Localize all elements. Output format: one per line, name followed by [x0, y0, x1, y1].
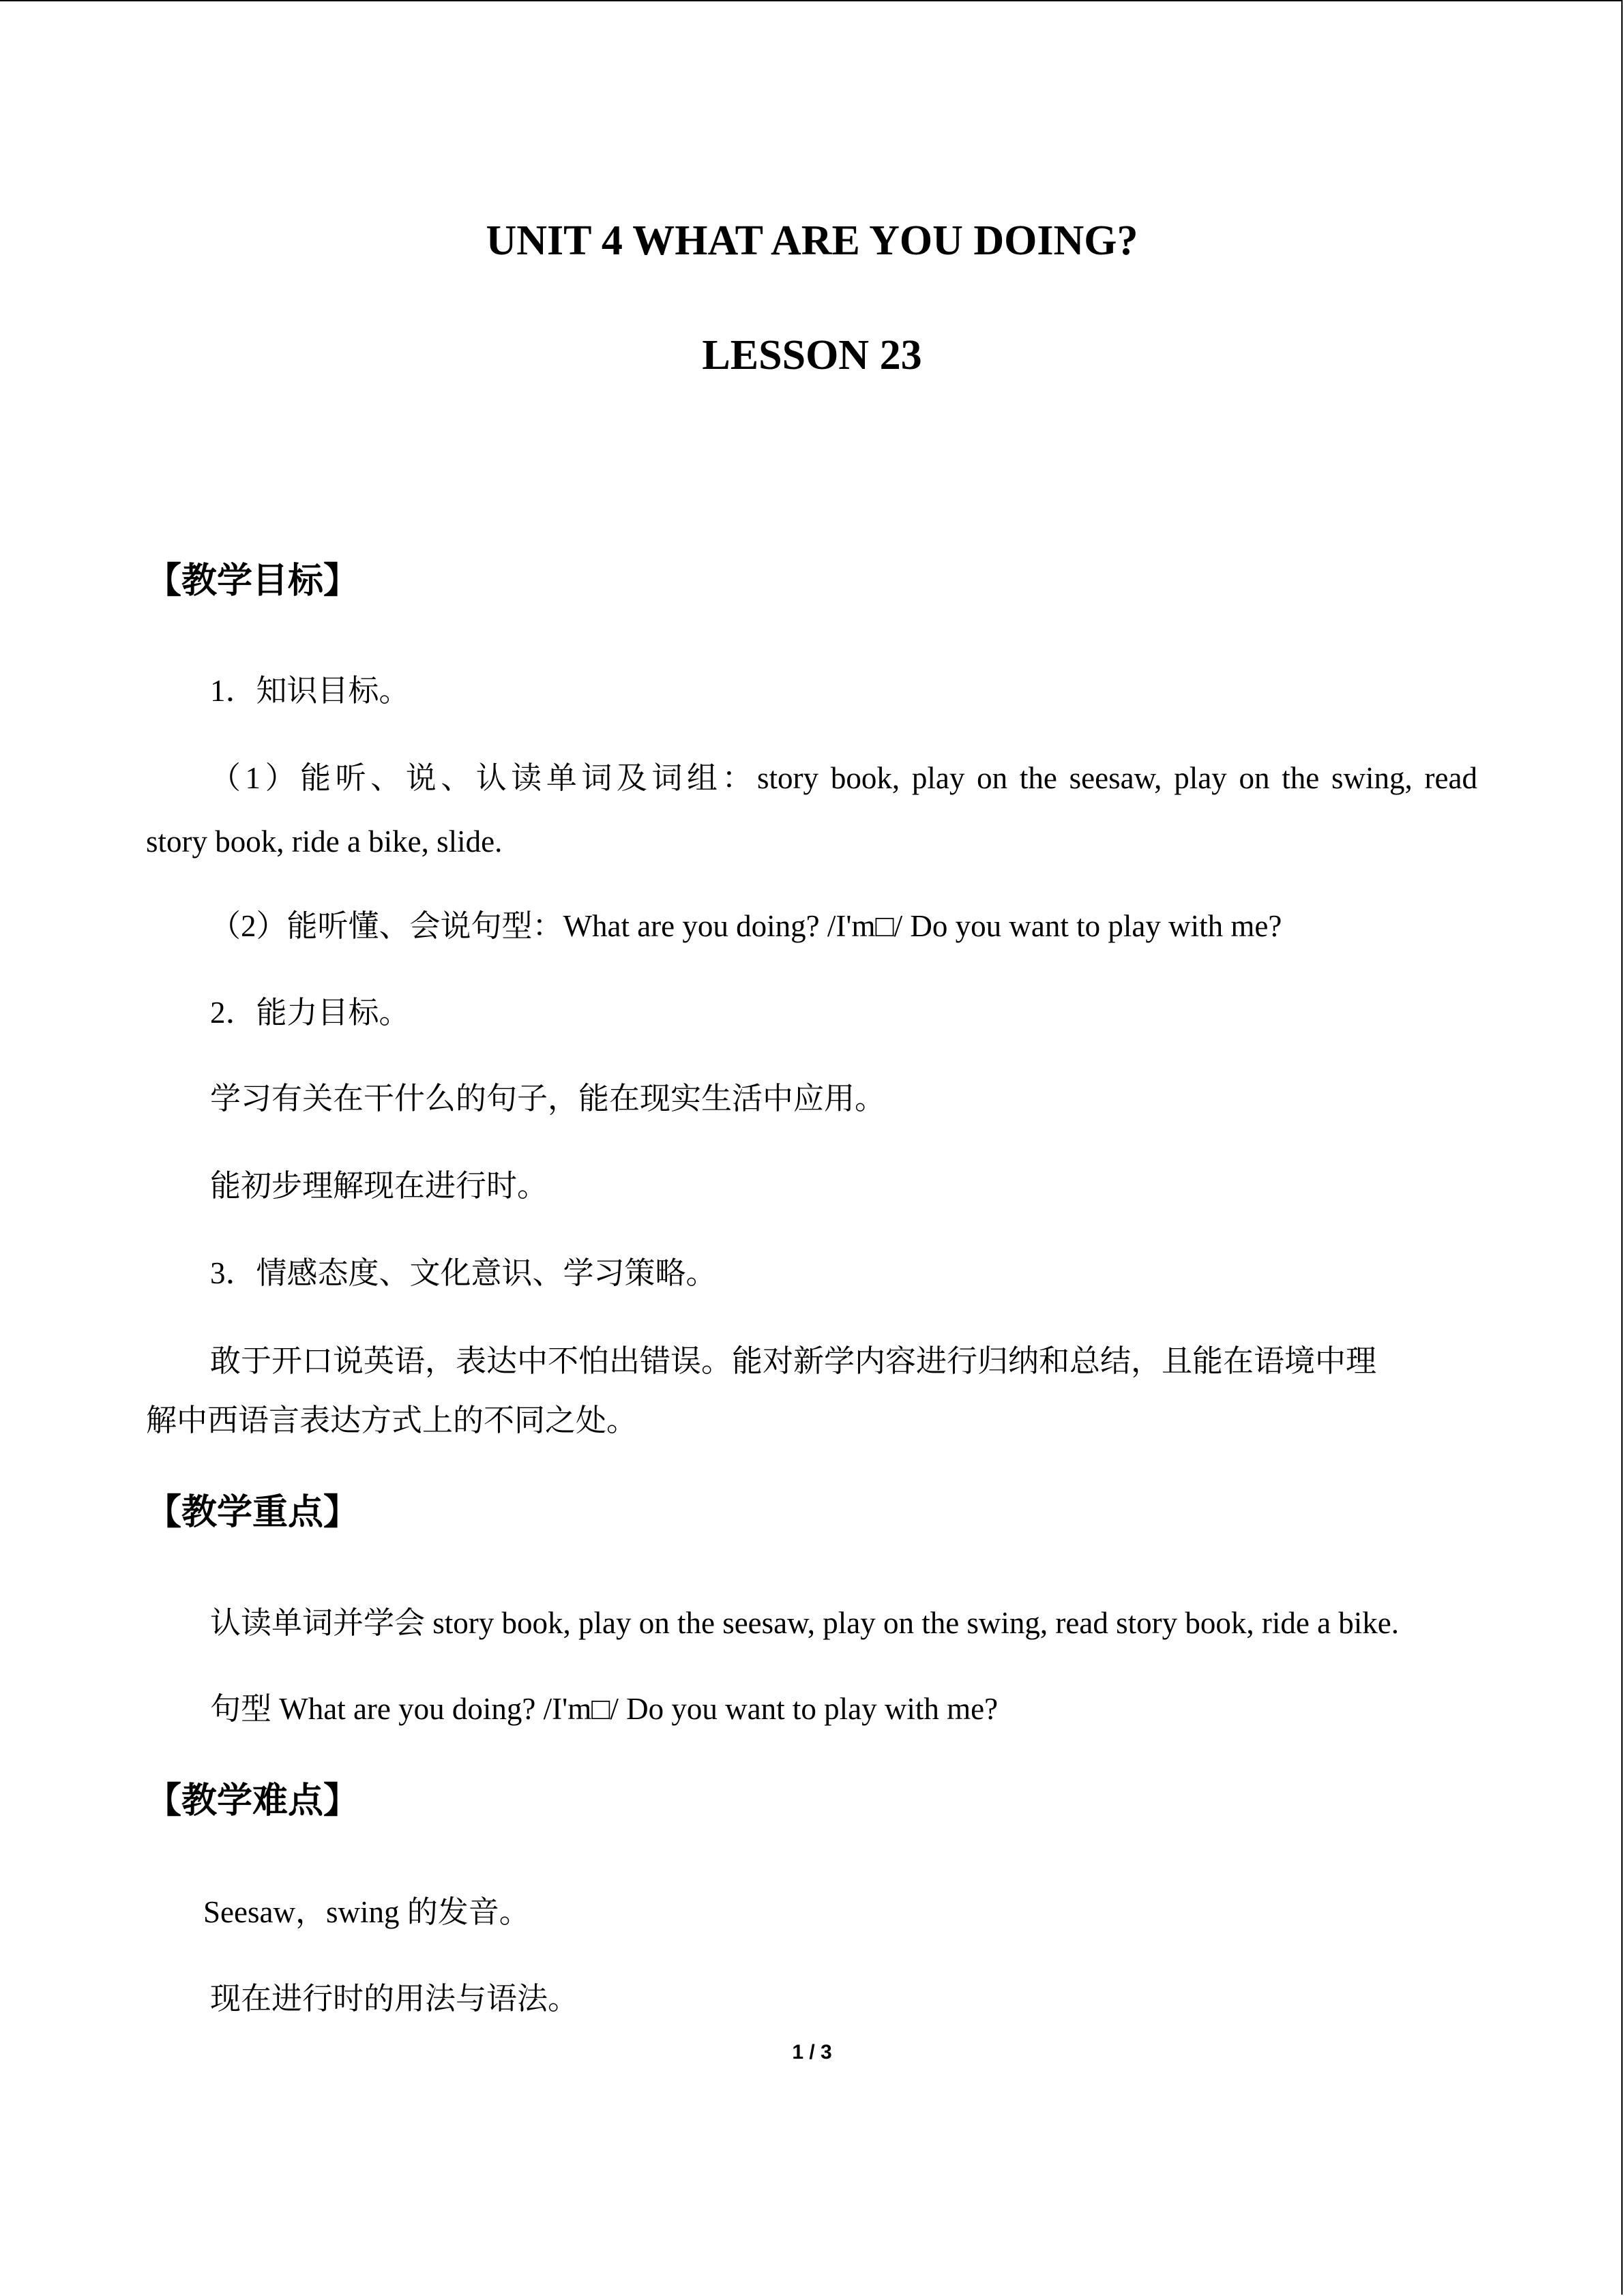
key-point-vocabulary: 认读单词并学会 story book, play on the seesaw, play on the swing, read story book, ride a bike. [210, 1606, 1400, 1640]
section-heading-key-points: 【教学重点】 [146, 1492, 359, 1533]
objective-attitude-line2: 解中西语言表达方式上的不同之处。 [146, 1403, 638, 1437]
difficulty-grammar: 现在进行时的用法与语法。 [210, 1982, 579, 2016]
section-heading-difficulties: 【教学难点】 [146, 1780, 359, 1821]
objective-attitude-line1: 敢于开口说英语，表达中不怕出错误。能对新学内容进行归纳和总结，且能在语境中理 [210, 1344, 1377, 1378]
difficulty-pronunciation: Seesaw，swing 的发音。 [203, 1895, 530, 1929]
objective-attitude: 3．情感态度、文化意识、学习策略。 [210, 1256, 717, 1290]
page-number: 1 / 3 [792, 2041, 832, 2063]
objective-knowledge: 1．知识目标。 [210, 674, 410, 708]
document-title-unit: UNIT 4 WHAT ARE YOU DOING? [486, 218, 1138, 264]
objective-ability-b: 能初步理解现在进行时。 [210, 1169, 548, 1203]
objective-knowledge-1-line2: story book, ride a bike, slide. [146, 824, 503, 859]
objective-ability: 2．能力目标。 [210, 996, 410, 1030]
document-title-lesson: LESSON 23 [702, 332, 922, 378]
key-point-sentence: 句型 What are you doing? /I'm□/ Do you want to play with me? [210, 1692, 999, 1726]
section-heading-objectives: 【教学目标】 [146, 561, 359, 601]
objective-ability-a: 学习有关在干什么的句子，能在现实生活中应用。 [210, 1082, 886, 1116]
objective-knowledge-2: （2）能听懂、会说句型：What are you doing? /I'm□/ Do you want to play with me? [210, 909, 1282, 943]
objective-knowledge-1-line1: （1）能听、说、认读单词及词组：story book, play on the seesaw, play on the swing, read [210, 761, 1477, 795]
